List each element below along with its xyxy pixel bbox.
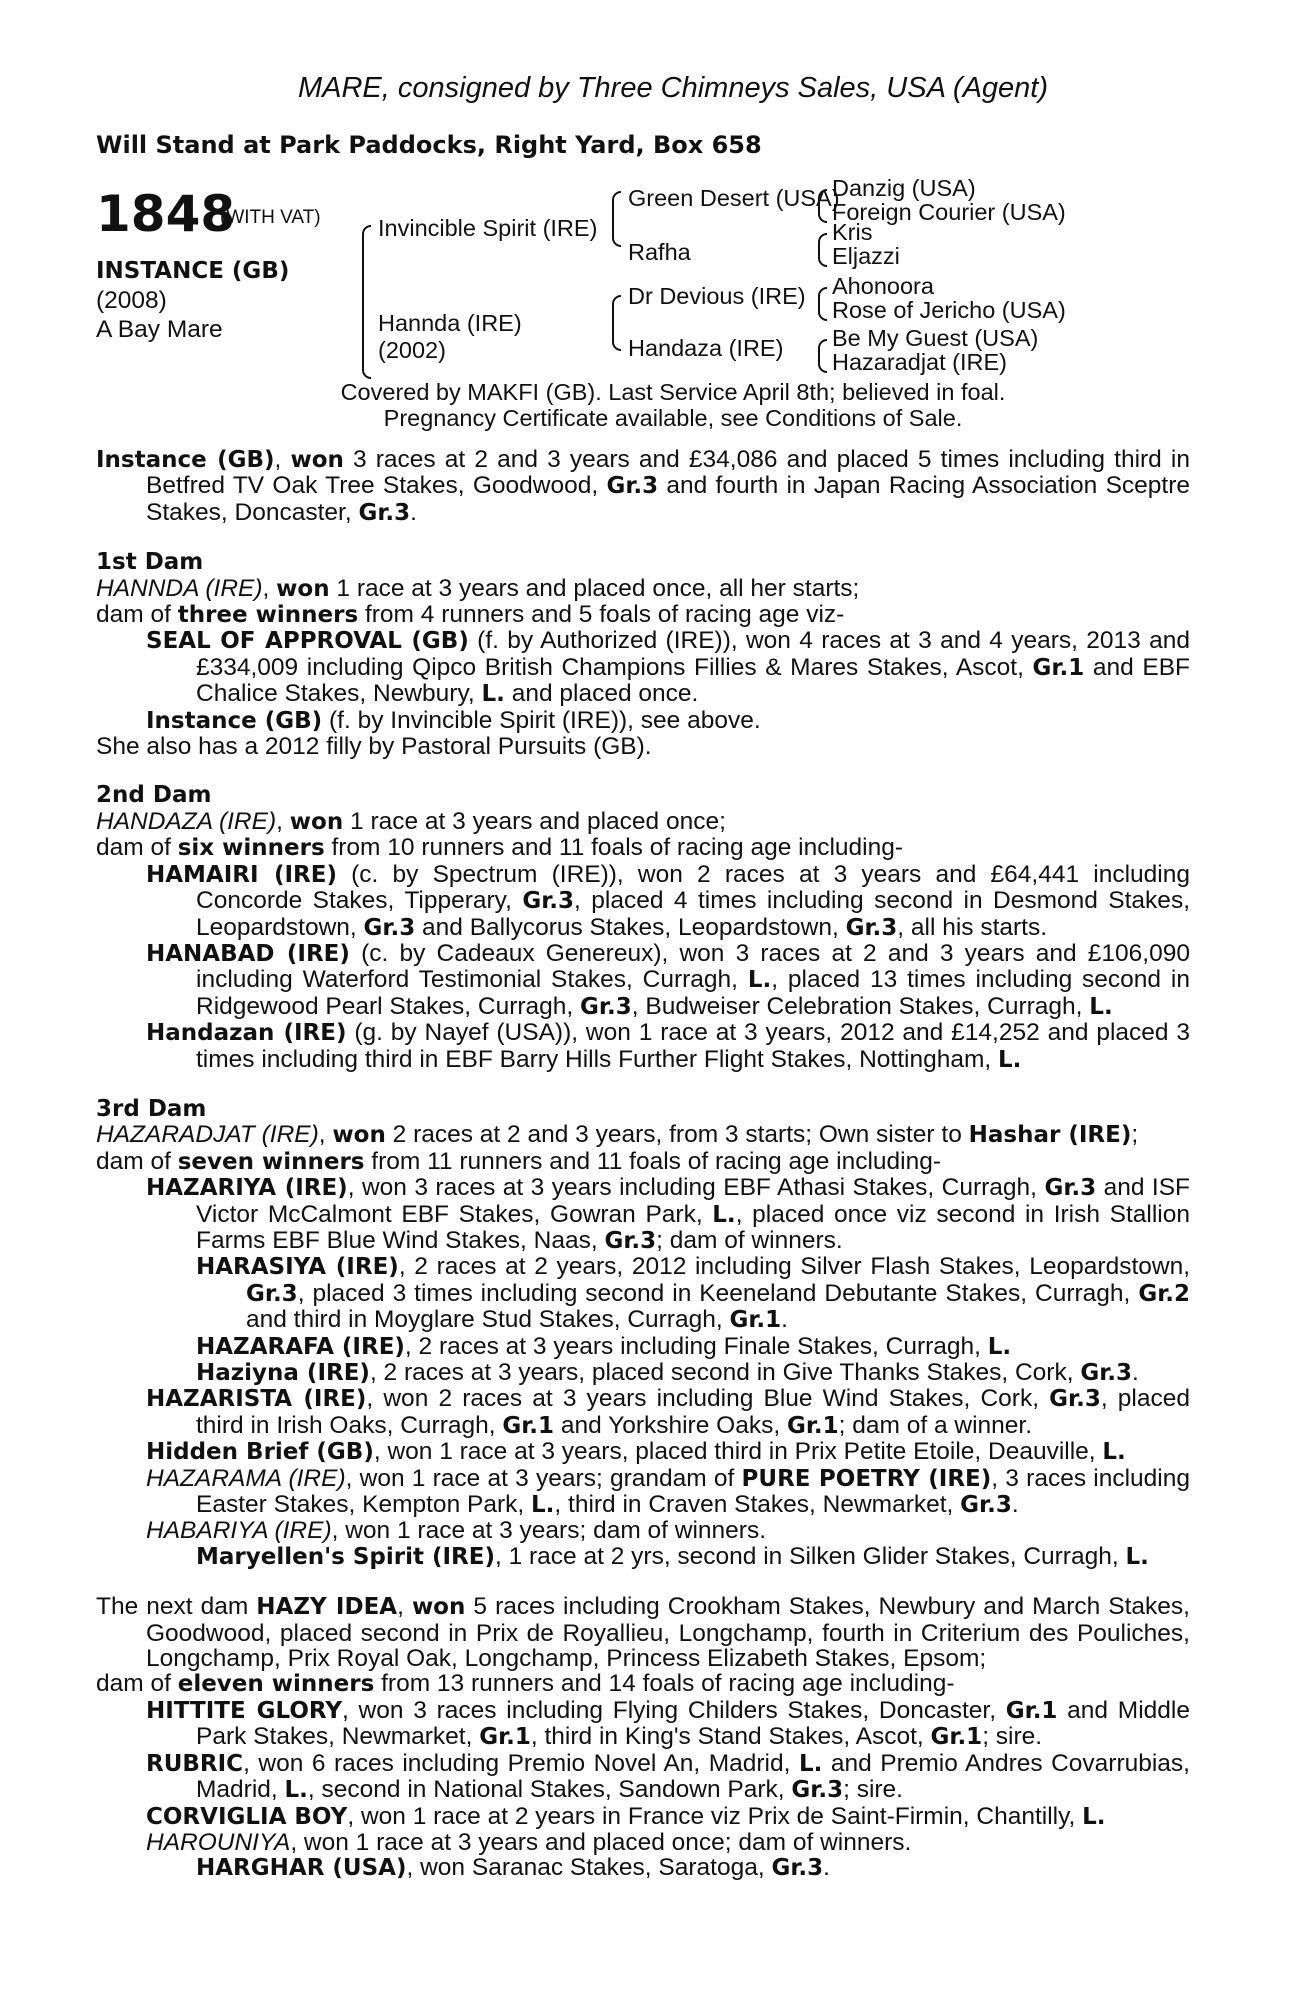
pedigree-bracket <box>362 225 371 379</box>
stand-location: Will Stand at Park Paddocks, Right Yard, Box 658 <box>96 131 762 159</box>
pedigree-sire: Invincible Spirit (IRE) <box>378 215 598 241</box>
progeny-entry: Instance (GB) (f. by Invincible Spirit (IRE)), see above. <box>146 706 761 734</box>
second-dam-heading: 2nd Dam <box>96 782 212 809</box>
progeny-entry: HAZARAFA (IRE), 2 races at 3 years including Finale Stakes, Curragh, L. <box>196 1332 1012 1360</box>
pedigree-gen3-5: Ahonoora <box>832 273 934 299</box>
progeny-entry: HAZARAMA (IRE), won 1 race at 3 years; grandam of PURE POETRY (IRE), 3 races including Easter Stakes, Kempton Park, L., third in Craven Stakes, Newmarket, Gr.3. <box>146 1464 1190 1519</box>
covering-note: Covered by MAKFI (GB). Last Service April 8th; believed in foal. Pregnancy Certificate available, see Conditions of Sale. <box>340 379 1006 431</box>
third-dam-section: 3rd Dam HAZARADJAT (IRE), won 2 races at 2 and 3 years, from 3 starts; Own sister to Hashar (IRE); dam of seven winners from 11 runners and 11 foals of racing age including- HAZARIYA (IRE), won 3 races at 3 years including EBF Athasi Stakes, Curragh, Gr.3 and ISF Victor McCalmont EBF Stakes, Gowran Park, L., placed once viz second in Irish Stallion Farms EBF Blue Wind Stakes, Naas, Gr.3; dam of winners. HARASIYA (IRE), 2 races at 2 years, 2012 including Silver Flash Stakes, Leopardstown, Gr.3, placed 3 times including second in Keeneland Debutante Stakes, Curragh, Gr.2 and third in Moyglare Stud Stakes, Curragh, Gr.1. HAZARAFA (IRE), 2 races at 3 years including Finale Stakes, Curragh, L. Haziyna (IRE), 2 races at 3 years, placed second in Give Thanks Stakes, Cork, Gr.3. HAZARISTA (IRE), won 2 races at 3 years including Blue Wind Stakes, Cork, Gr.3, placed third in Irish Oaks, Curragh, Gr.1 and Yorkshire Oaks, Gr.1; dam of a winner. Hidden Brief (GB), won 1 race at 3 years, placed third in Prix Petite Etoile, Deauville, L. HAZARAMA (IRE), won 1 race at 3 years; grandam of PURE POETRY (IRE), 3 races including Easter Stakes, Kempton Park, L., third in Craven Stakes, Newmarket, Gr.3. HABARIYA (IRE), won 1 race at 3 years; dam of winners. Maryellen's Spirit (IRE), 1 race at 2 yrs, second in Silken Glider Stakes, Curragh, L. <box>96 1095 1191 1570</box>
pedigree-dam: Hannda (IRE) <box>378 310 522 336</box>
pedigree-gen3-4: Eljazzi <box>832 243 900 269</box>
pedigree-dam-sire: Dr Devious (IRE) <box>628 283 806 309</box>
progeny-entry: HARGHAR (USA), won Saranac Stakes, Saratoga, Gr.3. <box>196 1854 830 1882</box>
horse-details <box>96 257 289 344</box>
progeny-entry: HARASIYA (IRE), 2 races at 2 years, 2012 including Silver Flash Stakes, Leopardstown, Gr.3, placed 3 times including second in Keeneland Debutante Stakes, Curragh, Gr.2 and third in Moyglare Stud Stakes, Curragh, Gr.1. <box>196 1253 1190 1334</box>
horse-name: INSTANCE (GB) <box>96 258 290 284</box>
pedigree-block <box>96 175 1190 431</box>
progeny-entry: HANABAD (IRE) (c. by Cadeaux Genereux), won 3 races at 2 and 3 years and £106,090 including Waterford Testimonial Stakes, Curragh, L., placed 13 times including second in Ridgewood Pearl Stakes, Curragh, Gr.3, Budweiser Celebration Stakes, Curragh, L. <box>146 939 1190 1020</box>
second-dam-section: 2nd Dam HANDAZA (IRE), won 1 race at 3 years and placed once; dam of six winners from 10 runners and 11 foals of racing age including- HAMAIRI (IRE) (c. by Spectrum (IRE)), won 2 races at 3 years and £64,441 including Concorde Stakes, Tipperary, Gr.3, placed 4 times including second in Desmond Stakes, Leopardstown, Gr.3 and Ballycorus Stakes, Leopardstown, Gr.3, all his starts. HANABAD (IRE) (c. by Cadeaux Genereux), won 3 races at 2 and 3 years and £106,090 including Waterford Testimonial Stakes, Curragh, L., placed 13 times including second in Ridgewood Pearl Stakes, Curragh, Gr.3, Budweiser Celebration Stakes, Curragh, L. Handazan (IRE) (g. by Nayef (USA)), won 1 race at 3 years, 2012 and £14,252 and placed 3 times including third in EBF Barry Hills Further Flight Stakes, Nottingham, L. <box>96 782 1191 1073</box>
horse-year: (2008) <box>96 287 167 314</box>
pedigree-gen3-1: Danzig (USA) <box>832 175 976 201</box>
pedigree-bracket <box>818 287 827 321</box>
lot-number: 1848 <box>96 185 236 243</box>
pedigree-bracket <box>818 189 827 223</box>
third-dam-heading: 3rd Dam <box>96 1095 207 1122</box>
progeny-entry: HITTITE GLORY, won 3 races including Flying Childers Stakes, Doncaster, Gr.1 and Middle Park Stakes, Newmarket, Gr.1, third in King's Stand Stakes, Ascot, Gr.1; sire. <box>146 1696 1190 1751</box>
pedigree-gen3-2: Foreign Courier (USA) <box>832 199 1066 225</box>
pedigree-bracket <box>818 339 827 373</box>
progeny-entry: HAZARISTA (IRE), won 2 races at 3 years including Blue Wind Stakes, Cork, Gr.3, placed third in Irish Oaks, Curragh, Gr.1 and Yorkshire Oaks, Gr.1; dam of a winner. <box>146 1385 1191 1439</box>
horse-description: A Bay Mare <box>96 316 223 343</box>
pedigree-gen3-6: Rose of Jericho (USA) <box>832 297 1066 323</box>
vat-note: (WITH VAT) <box>220 207 321 228</box>
first-dam-heading: 1st Dam <box>96 549 204 576</box>
pedigree-sire-dam: Rafha <box>628 239 691 265</box>
consignor-line: MARE, consigned by Three Chimneys Sales, USA (Agent) <box>297 72 1049 104</box>
progeny-entry: Haziyna (IRE), 2 races at 3 years, placed second in Give Thanks Stakes, Cork, Gr.3. <box>196 1359 1139 1386</box>
catalogue-page <box>96 72 1190 1882</box>
progeny-entry: SEAL OF APPROVAL (GB) (f. by Authorized (IRE)), won 4 races at 3 and 4 years, 2013 and £334,009 including Qipco British Champions Fillies & Mares Stakes, Ascot, Gr.1 and EBF Chalice Stakes, Newbury, L. and placed once. <box>146 627 1190 708</box>
progeny-entry: Handazan (IRE) (g. by Nayef (USA)), won 1 race at 3 years, 2012 and £14,252 and placed 3 times including third in EBF Barry Hills Further Flight Stakes, Nottingham, L. <box>146 1019 1191 1073</box>
pedigree-sire-sire: Green Desert (USA) <box>628 185 840 211</box>
pedigree-gen3-7: Be My Guest (USA) <box>832 325 1039 351</box>
progeny-entry: Maryellen's Spirit (IRE), 1 race at 2 yrs, second in Silken Glider Stakes, Curragh, L. <box>196 1542 1149 1570</box>
pedigree-bracket <box>612 191 621 247</box>
next-dam-section: The next dam HAZY IDEA, won 5 races including Crookham Stakes, Newbury and March Stakes, Goodwood, placed second in Prix de Royallieu, Longchamp, fourth in Criterium des Pouliches, Longchamp, Prix Royal Oak, Longchamp, Princess Elizabeth Stakes, Epsom; dam of eleven winners from 13 runners and 14 foals of racing age including- HITTITE GLORY, won 3 races including Flying Childers Stakes, Doncaster, Gr.1 and Middle Park Stakes, Newmarket, Gr.1, third in King's Stand Stakes, Ascot, Gr.1; sire. RUBRIC, won 6 races including Premio Novel An, Madrid, L. and Premio Andres Covarrubias, Madrid, L., second in National Stakes, Sandown Park, Gr.3; sire. CORVIGLIA BOY, won 1 race at 2 years in France viz Prix de Saint-Firmin, Chantilly, L. HAROUNIYA, won 1 race at 3 years and placed once; dam of winners. HARGHAR (USA), won Saranac Stakes, Saratoga, Gr.3. <box>96 1593 1190 1882</box>
progeny-entry: CORVIGLIA BOY, won 1 race at 2 years in France viz Prix de Saint-Firmin, Chantilly, L. <box>146 1802 1106 1830</box>
first-dam-section: 1st Dam HANNDA (IRE), won 1 race at 3 years and placed once, all her starts; dam of three winners from 4 runners and 5 foals of racing age viz- SEAL OF APPROVAL (GB) (f. by Authorized (IRE)), won 4 races at 3 and 4 years, 2013 and £334,009 including Qipco British Champions Fillies & Mares Stakes, Ascot, Gr.1 and EBF Chalice Stakes, Newbury, L. and placed once. Instance (GB) (f. by Invincible Spirit (IRE)), see above. She also has a 2012 filly by Pastoral Pursuits (GB). <box>96 549 1190 761</box>
progeny-entry: HAZARIYA (IRE), won 3 races at 3 years including EBF Athasi Stakes, Curragh, Gr.3 and ISF Victor McCalmont EBF Stakes, Gowran Park, L., placed once viz second in Irish Stallion Farms EBF Blue Wind Stakes, Naas, Gr.3; dam of winners. <box>146 1174 1191 1254</box>
instance-record: Instance (GB), won 3 races at 2 and 3 years and £34,086 and placed 5 times including third in Betfred TV Oak Tree Stakes, Goodwood, Gr.3 and fourth in Japan Racing Association Sceptre Stakes, Doncaster, Gr.3. <box>96 446 1191 526</box>
pedigree-gen3-8: Hazaradjat (IRE) <box>832 349 1007 375</box>
pedigree-gen3-3: Kris <box>832 219 873 245</box>
pedigree-dam-dam: Handaza (IRE) <box>628 335 784 361</box>
progeny-entry: HAMAIRI (IRE) (c. by Spectrum (IRE)), won 2 races at 3 years and £64,441 including Concorde Stakes, Tipperary, Gr.3, placed 4 times including second in Desmond Stakes, Leopardstown, Gr.3 and Ballycorus Stakes, Leopardstown, Gr.3, all his starts. <box>146 860 1190 941</box>
progeny-entry: RUBRIC, won 6 races including Premio Novel An, Madrid, L. and Premio Andres Covarrubias, Madrid, L., second in National Stakes, Sandown Park, Gr.3; sire. <box>146 1749 1190 1804</box>
pedigree-bracket <box>818 233 827 267</box>
pedigree-dam-year: (2002) <box>378 337 446 363</box>
progeny-entry: Hidden Brief (GB), won 1 race at 3 years, placed third in Prix Petite Etoile, Deauville, L. <box>146 1438 1126 1466</box>
pedigree-bracket <box>612 295 621 351</box>
progeny-entry: HABARIYA (IRE), won 1 race at 3 years; dam of winners. <box>146 1517 767 1545</box>
progeny-entry: HAROUNIYA, won 1 race at 3 years and placed once; dam of winners. <box>146 1828 912 1856</box>
